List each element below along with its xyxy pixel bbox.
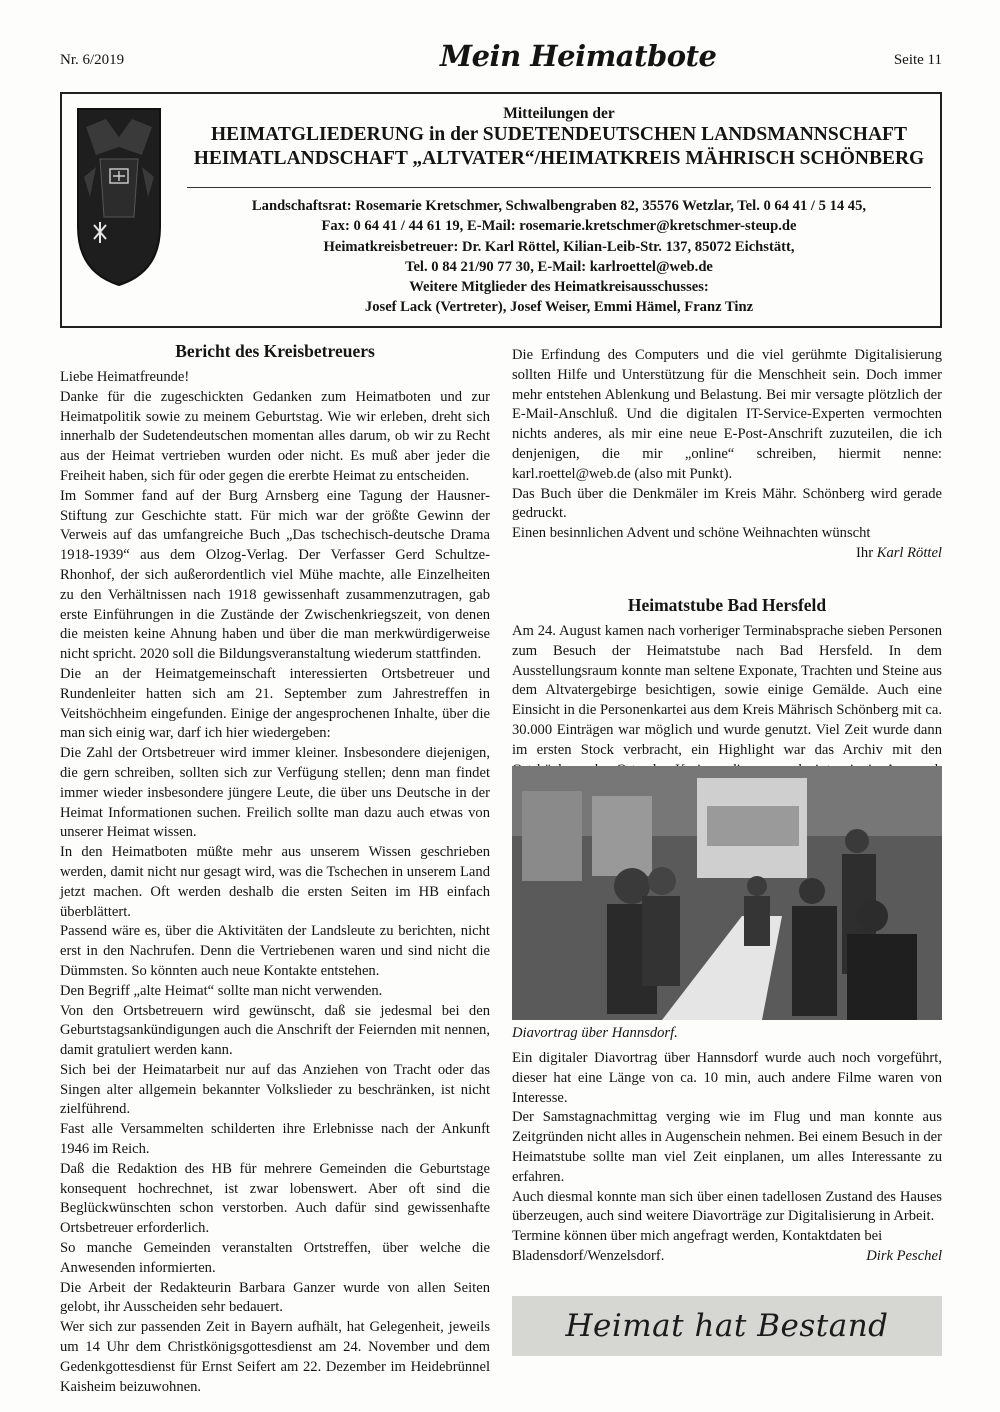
- signature-prefix: Ihr: [856, 544, 874, 561]
- paragraph: Einen besinnlichen Advent und schöne Weihnachten wünscht: [512, 525, 871, 542]
- article-heading: Bericht des Kreisbetreuers: [175, 341, 375, 361]
- masthead-kicker: Mitteilungen der: [503, 105, 615, 122]
- paragraph: Danke für die zugeschickten Gedanken zum Heimatboten und zur Heimatpolitik sowie zu meinem Geburtstag. Wie wir erleben, dreht sich innerhalb der Sudetendeutschen momentan alles darum, ob wir zu Recht aus der Heimat vertrieben wurden oder nicht. Es muß aber jeder die Freiheit haben, sich für oder gegen die ererbte Heimat zu entscheiden.: [60, 388, 490, 484]
- article-heimatstube-continued: [512, 1049, 942, 1267]
- newspaper-logo: Mein Heimatbote: [440, 39, 717, 73]
- article-photo: [512, 766, 942, 1020]
- slogan-banner: [512, 1296, 942, 1356]
- page-header: [60, 38, 942, 78]
- paragraph: Ein digitaler Diavortrag über Hannsdorf wurde auch noch vorgeführt, dieser hat eine Länge von ca. 10 min, auch andere Filme waren von Interesse.: [512, 1050, 942, 1106]
- paragraph: Die Zahl der Ortsbetreuer wird immer kleiner. Insbesondere diejenigen, die gern schreiben, sollten sich zur Verfügung stellen; denn man findet immer wieder insbesondere jüngere Leute, die über uns Deutsche in der Heimat Informationen suchen. Freilich sollte man dazu auch etwas von unserer Heimat wissen.: [60, 745, 490, 841]
- paragraph: Den Begriff „alte Heimat“ sollte man nicht verwenden.: [60, 982, 383, 999]
- photo-caption: Diavortrag über Hannsdorf.: [512, 1025, 678, 1041]
- issue-number: Nr. 6/2019: [60, 52, 125, 68]
- signature: [512, 544, 942, 564]
- slogan-text: Heimat hat Bestand: [565, 1308, 889, 1344]
- paragraph: Wer sich zur passenden Zeit in Bayern aufhält, hat Gelegenheit, jeweils um 14 Uhr dem Christkönigsgottesdienst am 24. November und dem Gedenkgottesdienst für Ernst Seifert am 22. Dezember im Heidebrünnel Kaisheim beizuwohnen.: [60, 1319, 490, 1395]
- paragraph: Von den Ortsbetreuern wird gewünscht, daß sie jedesmal bei den Geburtstagsankündigungen auch die Anschrift der Feiernden mit nennen, damit gratuliert werden kann.: [60, 1002, 490, 1059]
- paragraph: Die an der Heimatgemeinschaft interessierten Ortsbetreuer und Rundenleiter hatten sich am 21. September zum Jahrestreffen in Veitshöchheim eingefunden. Einige der angesprochenen Inhalte, über die man sich einig war, darf ich hier wiedergeben:: [60, 665, 490, 742]
- paragraph: Sich bei der Heimatarbeit nur auf das Anziehen von Tracht oder das Singen alter allgemein bekannter Volkslieder zu beschränken, ist nicht zielführend.: [60, 1061, 490, 1118]
- paragraph: Termine können über mich angefragt werden, Kontaktdaten bei: [512, 1228, 883, 1245]
- masthead-title-line2: HEIMATLANDSCHAFT „ALTVATER“/HEIMATKREIS MÄHRISCH SCHÖNBERG: [193, 148, 925, 169]
- signature-line: [512, 1247, 942, 1267]
- signature-name: Karl Röttel: [876, 544, 942, 561]
- author-name: Dirk Peschel: [866, 1247, 942, 1264]
- contact-line: Landschaftsrat: Rosemarie Kretschmer, Schwalbengraben 82, 35576 Wetzlar, Tel. 0 64 41 / 5 14 45,: [251, 198, 867, 214]
- paragraph: Die Arbeit der Redakteurin Barbara Ganzer wurde von allen Seiten gelobt, ihr Ausscheiden sehr bedauert.: [60, 1279, 490, 1316]
- contact-line: Weitere Mitglieder des Heimatkreisausschusses:: [409, 279, 709, 296]
- page-number: Seite 11: [893, 52, 942, 68]
- paragraph: Am 24. August kamen nach vorheriger Terminabsprache sieben Personen zum Besuch der Heimatstube nach Bad Hersfeld. In dem Ausstellungsraum konnte man seltene Exponate, Trachten und Steine aus dem Altvatergebirge besichtigen, sowie einige Gemälde. Auch eine Einsicht in die Personenkartei aus dem Kreis Mährisch Schönberg mit ca. 30.000 Einträgen war möglich und wurde genutzt. Viel Zeit wurde dann im ersten Stock verbracht, ein Highlight war das Archiv mit den: [512, 623, 942, 758]
- masthead-heading: [187, 94, 931, 171]
- paragraph: Im Sommer fand auf der Burg Arnsberg eine Tagung der Hausner-Stiftung zur Geschichte statt. Für mich war der größte Gewinn der Verweis auf das umfangreiche Buch „Das tschechisch-deutsche Drama 1918-1939“ aus dem Olzog-Verlag. Der Verfasser Gerd Schultze-Rhonhof, der sich außerordentlich viel Mühe machte, alle Einzelheiten zu den Verhältnissen nach 1918 gewissenhaft zusammenzutragen, gab erste Einführungen in die Zustände der Zwischenkriegszeit, von denen die meisten keine Ahnung haben und über die man merkwürdigerweise nicht spricht. 2020 soll die Bildungsveranstaltung wiederum stattfinden.: [60, 487, 490, 663]
- article-heading: Heimatstube Bad Hersfeld: [627, 595, 827, 615]
- paragraph: Daß die Redaktion des HB für mehrere Gemeinden die Geburtstage konsequent hochrechnet, ist zwar lobenswert. Aber oft sind die Beglückwünschten schon verstorben. Auch dafür sind gewissenhafte Ortsbetreuer erforderlich.: [60, 1160, 490, 1237]
- paragraph-end: Bladensdorf/Wenzelsdorf.: [512, 1247, 665, 1264]
- paragraph: So manche Gemeinden veranstalten Ortstreffen, über welche die Anwesenden informierten.: [60, 1240, 490, 1276]
- paragraph: In den Heimatboten müßte mehr aus unserem Wissen geschrieben werden, damit nicht nur gesagt wird, was die Tschechen in unserem Land jetzt machen. Oft werden deshalb die ersten Seiten im HB einfach überblättert.: [60, 844, 490, 920]
- contact-line: Heimatkreisbetreuer: Dr. Karl Röttel, Kilian-Leib-Str. 137, 85072 Eichstätt,: [323, 238, 795, 255]
- contact-line: Fax: 0 64 41 / 44 61 19, E-Mail: rosemarie.kretschmer@kretschmer-steup.de: [321, 218, 797, 235]
- paragraph: Die Erfindung des Computers und die viel gerühmte Digitalisierung sollten Hilfe und Unterstützung für die Menschheit sein. Doch immer mehr entstehen Ablenkung und Belastung. Bei mir versagte plötzlich der E-Mail-Anschluß. Und die digitalen IT-Service-Experten vermochten nichts anderes, als mir eine neue E-Post-Anschrift zuzuteilen, die ich denjenigen, die mir „online“ schreiben, hiermit nenne: karl.roettel@web.de (also mit Punkt).: [512, 347, 942, 482]
- paragraph: Der Samstagnachmittag verging wie im Flug und man konnte aus Zeitgründen nicht alles in Augenschein nehmen. Bei einem Besuch in der Heimatstube sollte man viel Zeit einplanen, um alles Interessante zu erfahren.: [512, 1109, 942, 1185]
- paragraph: Liebe Heimatfreunde!: [60, 369, 190, 385]
- masthead-box: [60, 92, 942, 328]
- masthead-divider: [187, 187, 931, 188]
- masthead-contacts: [187, 196, 931, 318]
- paragraph: Fast alle Versammelten schilderten ihre Erlebnisse nach der Ankunft 1946 im Reich.: [60, 1121, 490, 1158]
- paragraph: Das Buch über die Denkmäler im Kreis Mähr. Schönberg wird gerade gedruckt.: [512, 485, 942, 522]
- photo-image: [512, 766, 942, 1020]
- crest-icon: [76, 107, 162, 287]
- article-kreisbetreuer: [60, 340, 490, 1397]
- paragraph: Passend wäre es, über die Aktivitäten der Landsleute zu berichten, nicht erst in den Nachrufen. Denn die Vertriebenen waren und sind nicht die Dümmsten. So könnten auch neue Kontakte entstehen.: [60, 923, 490, 979]
- paragraph: Auch diesmal konnte man sich über einen tadellosen Zustand des Hauses überzeugen, auch sind weitere Diavorträge zur Digitalisierung in Arbeit.: [512, 1188, 942, 1225]
- article-kreisbetreuer-continued: [512, 346, 942, 564]
- contact-line: Tel. 0 84 21/90 77 30, E-Mail: karlroettel@web.de: [405, 258, 713, 275]
- contact-line: Josef Lack (Vertreter), Josef Weiser, Emmi Hämel, Franz Tinz: [364, 299, 754, 316]
- masthead-title-line1: HEIMATGLIEDERUNG in der SUDETENDEUTSCHEN LANDSMANNSCHAFT: [211, 124, 907, 145]
